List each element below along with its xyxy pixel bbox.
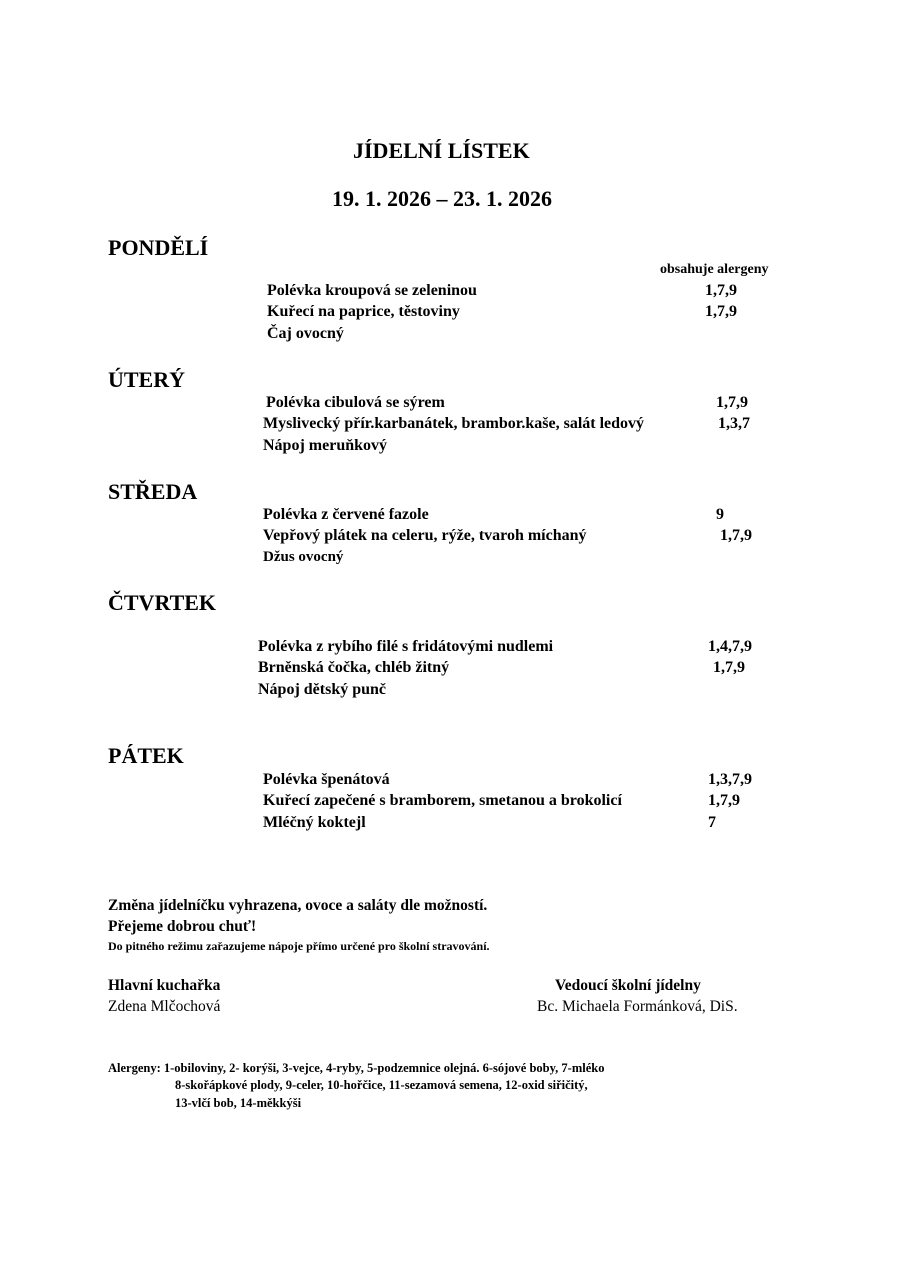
- dish: Nápoj meruňkový: [263, 437, 388, 454]
- dish: Kuřecí zapečené s bramborem, smetanou a brokolicí: [263, 792, 622, 809]
- dish-allergens: 1,7,9: [713, 659, 745, 676]
- dish: Polévka cibulová se sýrem: [266, 394, 445, 411]
- dish: Džus ovocný: [263, 549, 344, 565]
- dish: Polévka z rybího filé s fridátovými nudlemi: [258, 638, 554, 655]
- dish-allergens: 1,7,9: [708, 792, 740, 809]
- day-heading-thursday: ČTVRTEK: [108, 590, 217, 615]
- cook-name: Zdena Mlčochová: [108, 998, 221, 1015]
- allergen-legend-line: 8-skořápkové plody, 9-celer, 10-hořčice, 11-sezamová semena, 12-oxid siřičitý,: [175, 1078, 588, 1092]
- manager-name: Bc. Michaela Formánková, DiS.: [537, 998, 738, 1015]
- allergen-legend-line: 13-vlčí bob, 14-měkkýši: [175, 1096, 302, 1110]
- dish: Polévka z červené fazole: [263, 506, 429, 523]
- dish-allergens: 1,3,7,9: [708, 771, 752, 788]
- cook-title: Hlavní kuchařka: [108, 977, 221, 994]
- dish: Nápoj dětský punč: [258, 681, 387, 698]
- dish: Mléčný koktejl: [263, 814, 366, 831]
- note-drinks: Do pitného režimu zařazujeme nápoje přímo určené pro školní stravování.: [108, 939, 490, 953]
- allergen-column-header: obsahuje alergeny: [660, 262, 769, 277]
- dish-allergens: 1,3,7: [718, 415, 750, 432]
- dish: Brněnská čočka, chléb žitný: [258, 659, 450, 676]
- dish-allergens: 7: [708, 814, 716, 831]
- note-bon-appetit: Přejeme dobrou chuť!: [108, 918, 257, 935]
- dish: Myslivecký přír.karbanátek, brambor.kaše, salát ledový: [263, 415, 645, 432]
- allergen-legend-line: Alergeny: 1-obiloviny, 2- korýši, 3-vejce, 4-ryby, 5-podzemnice olejná. 6-sójové boby, 7-mléko: [108, 1061, 605, 1075]
- day-heading-monday: PONDĚLÍ: [108, 235, 209, 260]
- day-heading-friday: PÁTEK: [108, 743, 184, 768]
- dish: Vepřový plátek na celeru, rýže, tvaroh míchaný: [263, 527, 587, 544]
- dish: Čaj ovocný: [267, 325, 344, 342]
- day-heading-wednesday: STŘEDA: [108, 479, 198, 504]
- dish-allergens: 9: [716, 506, 724, 523]
- dish-allergens: 1,7,9: [705, 282, 737, 299]
- dish: Polévka kroupová se zeleninou: [267, 282, 477, 299]
- menu-title: JÍDELNÍ LÍSTEK: [353, 138, 530, 163]
- note-menu-change: Změna jídelníčku vyhrazena, ovoce a saláty dle možností.: [108, 897, 488, 914]
- dish: Polévka špenátová: [263, 771, 390, 788]
- dish-allergens: 1,7,9: [705, 303, 737, 320]
- day-heading-tuesday: ÚTERÝ: [108, 367, 186, 392]
- dish-allergens: 1,7,9: [716, 394, 748, 411]
- dish: Kuřecí na paprice, těstoviny: [267, 303, 460, 320]
- dish-allergens: 1,7,9: [720, 527, 752, 544]
- dish-allergens: 1,4,7,9: [708, 638, 752, 655]
- date-range: 19. 1. 2026 – 23. 1. 2026: [332, 186, 552, 211]
- manager-title: Vedoucí školní jídelny: [555, 977, 701, 994]
